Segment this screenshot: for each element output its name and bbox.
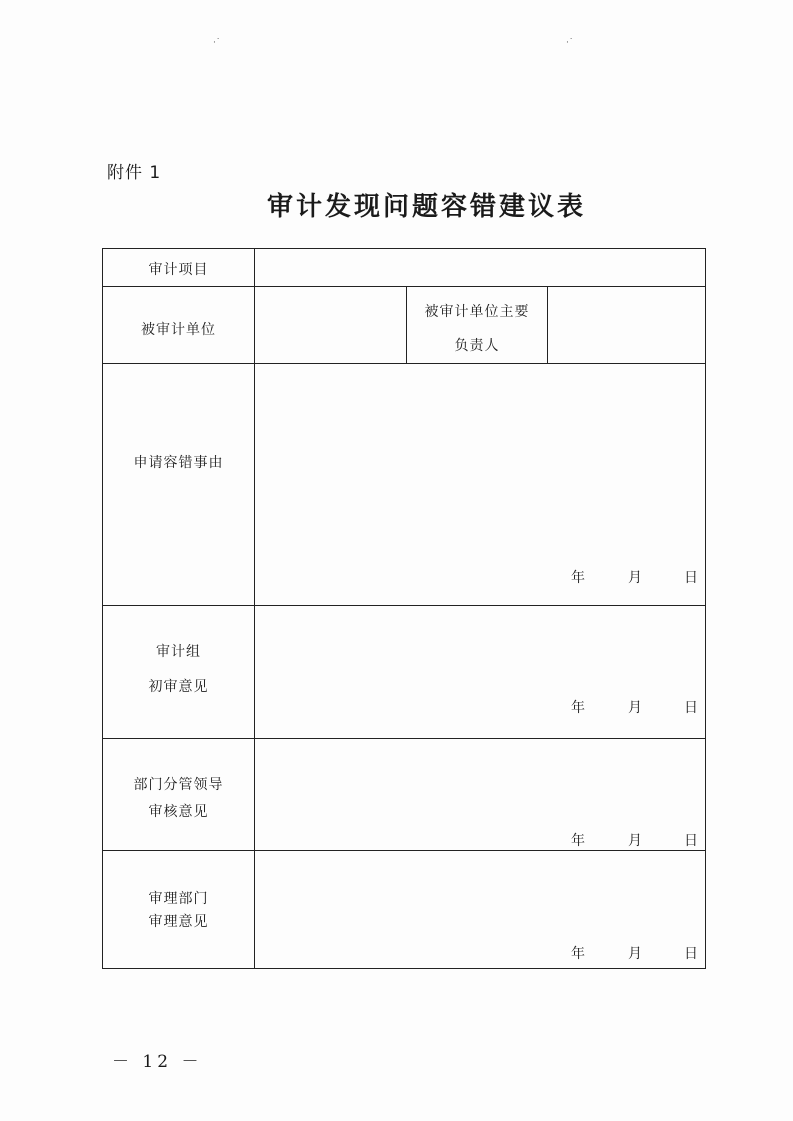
date-year: 年	[571, 946, 585, 962]
date-day: 日	[684, 833, 698, 849]
date-month: 月	[628, 833, 642, 849]
audit-project-label: 审计项目	[148, 262, 209, 278]
page-title: 审计发现问题容错建议表	[266, 192, 586, 222]
review-dept-label-line2: 审理意见	[148, 914, 209, 930]
date-month: 月	[628, 946, 642, 962]
scan-artifact: ·˙	[213, 38, 221, 48]
date-year: 年	[571, 833, 585, 849]
date-month: 月	[628, 570, 642, 586]
page-number: － 12 －	[112, 1052, 203, 1072]
unit-head-label-line2: 负责人	[454, 338, 500, 354]
date-year: 年	[571, 570, 585, 586]
attachment-label: 附件 1	[107, 163, 162, 183]
audited-unit-label: 被审计单位	[141, 322, 216, 338]
unit-head-label-line1: 被审计单位主要	[424, 304, 530, 320]
date-day: 日	[684, 700, 698, 716]
review-dept-label-line1: 审理部门	[148, 891, 209, 907]
audit-group-label-line2: 初审意见	[148, 679, 209, 695]
dept-leader-label-line1: 部门分管领导	[133, 777, 224, 793]
date-day: 日	[684, 570, 698, 586]
dept-leader-label-line2: 审核意见	[148, 804, 209, 820]
audit-tolerance-form	[102, 248, 706, 969]
reason-label: 申请容错事由	[133, 455, 224, 471]
audit-group-label-line1: 审计组	[156, 644, 201, 660]
audit-project-field[interactable]	[255, 250, 704, 285]
audit-group-opinion-field[interactable]	[255, 606, 704, 737]
unit-head-field[interactable]	[548, 287, 704, 362]
scan-artifact: ·˙	[566, 38, 574, 48]
audited-unit-field[interactable]	[255, 287, 405, 362]
date-day: 日	[684, 946, 698, 962]
date-month: 月	[628, 700, 642, 716]
date-year: 年	[571, 700, 585, 716]
